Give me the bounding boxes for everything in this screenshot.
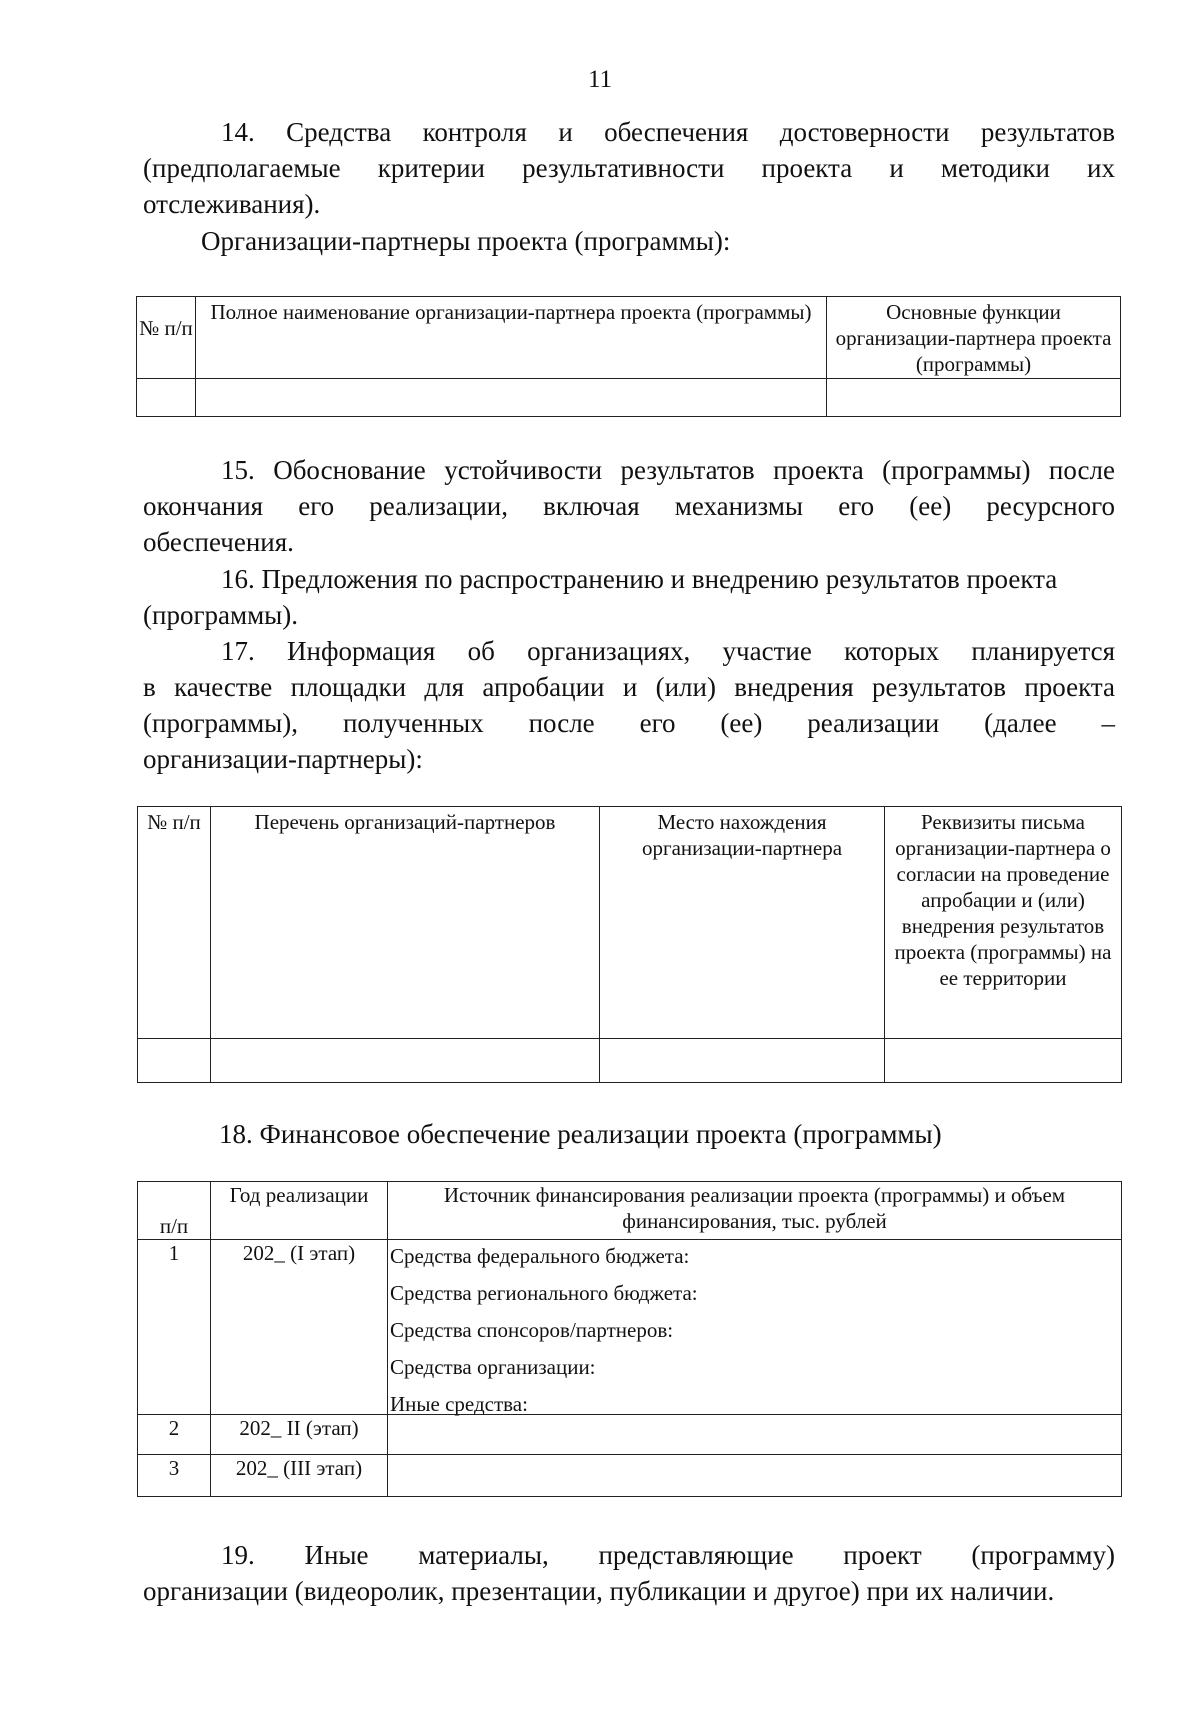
col-header-number: № п/п — [138, 807, 211, 1039]
item-17-line: 17. Информация об организациях, участие которых планируется — [221, 636, 1115, 666]
funding-source-line: Средства спонсоров/партнеров: — [390, 1318, 674, 1342]
row-year: 202_ (III этап) — [211, 1455, 388, 1497]
item-14-line: (предполагаемые критерии результативности проекта и методики их — [143, 153, 1115, 183]
item-15-line: 15. Обоснование устойчивости результатов проекта (программы) после — [221, 455, 1115, 485]
row-year: 202_ II (этап) — [211, 1415, 388, 1455]
table-cell — [138, 1039, 211, 1083]
row-number: 2 — [138, 1415, 211, 1455]
item-19-line: 19. Иные материалы, представляющие проект (программу) — [221, 1540, 1115, 1570]
table-cell — [600, 1039, 885, 1083]
col-header-year: Год реализации — [211, 1182, 388, 1240]
table-cell — [196, 379, 827, 417]
col-header-partner-name: Полное наименование организации-партнера проекта (программы) — [196, 297, 827, 379]
table-cell — [827, 379, 1121, 417]
item-16-line: 16. Предложения по распространению и внедрению результатов проекта — [221, 564, 1058, 594]
page-number: 11 — [587, 66, 613, 93]
table-cell — [388, 1415, 1122, 1455]
item-17 — [143, 633, 1115, 777]
table-cell — [137, 379, 196, 417]
row-number: 3 — [138, 1455, 211, 1497]
item-19 — [143, 1537, 1115, 1609]
col-header-partner-functions: Основные функции организации-партнера проекта (программы) — [827, 297, 1121, 379]
item-14-line: отслеживания). — [143, 189, 321, 219]
partners-table — [136, 296, 1121, 417]
table-cell — [388, 1455, 1122, 1497]
item-16-line: (программы). — [143, 600, 299, 630]
item-15 — [143, 452, 1115, 560]
row-year: 202_ (I этап) — [211, 1240, 388, 1415]
financing-table — [137, 1181, 1122, 1497]
item-17-line: организации-партнеры): — [143, 744, 423, 774]
funding-source-line: Средства федерального бюджета: — [390, 1244, 690, 1268]
funding-source-line: Средства организации: — [390, 1355, 596, 1379]
col-header-number: п/п — [138, 1182, 211, 1240]
item-18 — [143, 1116, 1115, 1152]
table-cell — [211, 1039, 600, 1083]
item-19-line: организации (видеоролик, презентации, публикации и другое) при их наличии. — [143, 1576, 1055, 1606]
item-17-line: (программы), полученных после его (ее) реализации (далее – — [143, 708, 1115, 738]
row-number: 1 — [138, 1240, 211, 1415]
funding-sources — [388, 1240, 1122, 1415]
item-14 — [143, 114, 1115, 222]
item-16 — [143, 561, 1115, 633]
col-header-letter-details: Реквизиты письма организации-партнера о согласии на проведение апробации и (или) внедрения результатов проекта (программы) на ее территории — [885, 807, 1122, 1039]
item-15-line: окончания его реализации, включая механизмы его (ее) ресурсного — [143, 491, 1115, 521]
item-15-line: обеспечения. — [143, 527, 294, 557]
col-header-source: Источник финансирования реализации проекта (программы) и объем финансирования, тыс. рублей — [388, 1182, 1122, 1240]
item-18-title: 18. Финансовое обеспечение реализации проекта (программы) — [219, 1119, 942, 1149]
partners-intro-text: Организации-партнеры проекта (программы): — [201, 226, 731, 256]
funding-source-line: Иные средства: — [390, 1392, 528, 1416]
col-header-location: Место нахождения организации-партнера — [600, 807, 885, 1039]
table-cell — [885, 1039, 1122, 1083]
pilot-sites-table — [137, 806, 1122, 1083]
item-17-line: в качестве площадки для апробации и (или) внедрения результатов проекта — [143, 672, 1115, 702]
col-header-partners-list: Перечень организаций-партнеров — [211, 807, 600, 1039]
funding-source-line: Средства регионального бюджета: — [390, 1281, 698, 1305]
item-14-line: 14. Средства контроля и обеспечения достоверности результатов — [221, 117, 1115, 147]
partners-intro — [143, 223, 1115, 259]
col-header-number: № п/п — [137, 297, 196, 379]
